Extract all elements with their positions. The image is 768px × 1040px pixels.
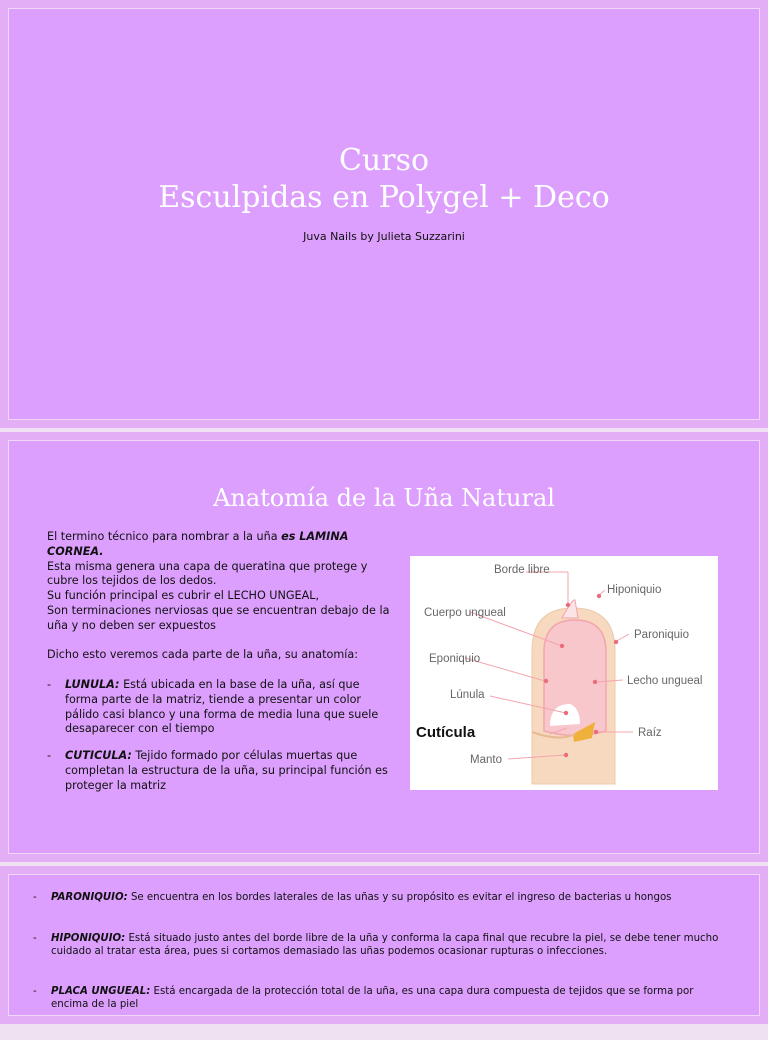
title-line-1: Curso	[338, 143, 430, 178]
course-subtitle: Juva Nails by Julieta Suzzarini	[303, 230, 465, 243]
bullet-text: Tejido formado por células muertas que completan la estructura de la uña, su principal función es proteger la matriz	[65, 749, 388, 792]
item-term: PLACA UNGUEAL	[51, 986, 147, 998]
item-placa-ungueal	[33, 986, 733, 1012]
bullet-term: LUNULA	[65, 677, 116, 691]
label-paroniquio: Paroniquio	[634, 629, 689, 641]
item-colon: :	[121, 932, 126, 944]
item-term: PARONIQUIO	[51, 892, 124, 903]
label-eponiquio: Eponiquio	[429, 653, 481, 665]
nail-diagram-svg	[410, 556, 718, 790]
text-line: Su función principal es cubrir el LECHO UNGEAL,	[47, 589, 320, 603]
item-colon: :	[123, 892, 128, 903]
slide-anatomy	[0, 432, 768, 862]
item-text: Está encargada de la protección total de la uña, es una capa dura compuesta de tejidos que se forma por encima de la piel	[51, 986, 694, 1011]
bullet-lunula	[47, 678, 395, 737]
intro-text: El termino técnico para nombrar a la uña	[47, 530, 282, 543]
title-line-2: Esculpidas en Polygel + Deco	[158, 180, 610, 215]
bullet-colon: :	[115, 677, 120, 691]
label-cuerpo-ungueal: Cuerpo ungueal	[424, 607, 506, 619]
label-borde-libre: Borde libre	[494, 564, 550, 576]
item-hiponiquio	[33, 933, 733, 959]
label-lunula: Lúnula	[450, 689, 485, 701]
label-raiz: Raíz	[638, 727, 662, 739]
course-title	[0, 142, 768, 216]
text-line: Son terminaciones nerviosas que se encuentran debajo de la uña y no deben ser expuestos	[47, 603, 390, 632]
nail-anatomy-diagram	[410, 556, 718, 790]
bullet-cuticula	[47, 749, 395, 793]
label-cuticula: Cutícula	[416, 724, 476, 741]
anatomy-text	[47, 530, 395, 794]
item-colon: :	[146, 986, 151, 998]
intro-bold: es LAMINA CORNEA.	[47, 530, 349, 558]
label-lecho-ungueal: Lecho ungueal	[627, 675, 703, 687]
bullet-dash: -	[47, 677, 52, 691]
bullet-dash: -	[33, 932, 37, 944]
slide-title: Anatomía de la Uña Natural	[213, 484, 555, 512]
nail-parts-list	[33, 892, 733, 1040]
label-hiponiquio: Hiponiquio	[607, 584, 662, 596]
bullet-colon: :	[127, 749, 132, 763]
bullet-dash: -	[47, 749, 52, 763]
item-text: Se encuentra en los bordes laterales de las uñas y su propósito es evitar el ingreso de bacterias u hongos	[127, 892, 672, 903]
item-paroniquio	[33, 892, 733, 905]
slide-nail-parts	[0, 866, 768, 1024]
text-line: Esta misma genera una capa de queratina que protege y cubre los tejidos de los dedos.	[47, 559, 368, 588]
slide-cover	[0, 0, 768, 428]
intro2-text: Dicho esto veremos cada parte de la uña, su anatomía:	[47, 648, 358, 662]
intro-paragraph	[47, 530, 395, 560]
bullet-dash: -	[33, 986, 37, 998]
bullet-text: Está ubicada en la base de la uña, así que forma parte de la matriz, tiende a presentar un color pálido casi blanco y una forma de media luna que suele desaparecer con el tiempo	[65, 677, 379, 736]
bullet-dash: -	[33, 892, 37, 903]
item-term: HIPONIQUIO	[51, 932, 122, 944]
bullet-term: CUTICULA	[65, 749, 128, 763]
label-manto: Manto	[470, 754, 502, 766]
item-text: Está situado justo antes del borde libre de la uña y conforma la capa final que recubre la piel, se debe tener mucho cuidado al tratar esta área, pues si cortamos demasiado las uñas podemos ocasionar rupturas o infecciones.	[51, 932, 719, 957]
